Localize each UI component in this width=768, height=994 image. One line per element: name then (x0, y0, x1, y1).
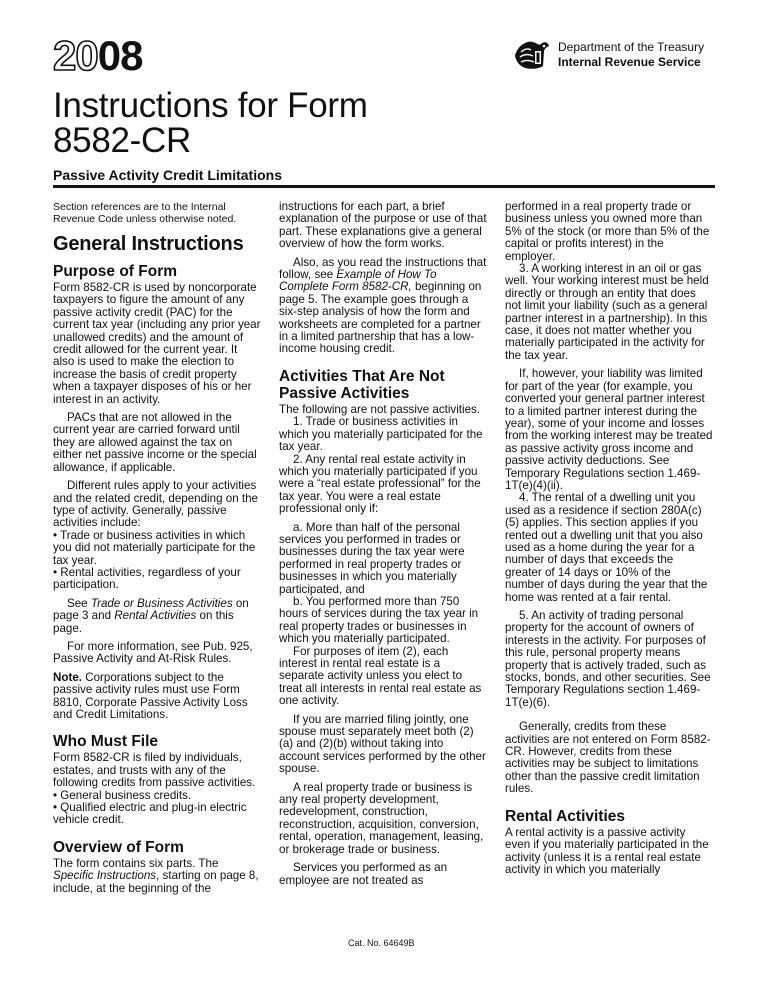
page-title (53, 88, 368, 158)
link-example-how-to-complete[interactable]: Example of How To Complete Form 8582-CR, (279, 268, 437, 294)
married-filing-jointly: If you are married filing jointly, one spouse must separately meet both (2)(a) and (2)(b) without taking into account services performed by the other spouse. (279, 712, 486, 776)
section-references: Section references are to the Internal Revenue Code unless otherwise noted. (53, 201, 237, 225)
see-reference (53, 598, 261, 635)
title-line-1: Instructions for Form (53, 86, 368, 125)
catalog-number: Cat. No. 64649B (348, 938, 415, 948)
dept-line-treasury: Department of the Treasury (558, 40, 705, 54)
bullet-rental-activities: • Rental activities, regardless of your participation. (53, 567, 261, 592)
heading-who-must-file: Who Must File (53, 733, 159, 751)
heading-overview-of-form: Overview of Form (53, 838, 184, 856)
form-subtitle: Passive Activity Credit Limitations (53, 167, 282, 183)
bullet-general-business-credits: • General business credits. (53, 790, 261, 802)
item-3-working-interest: 3. A working interest in an oil or gas well. Your working interest must be held directly or through an entity that does not limit your liability (such as a general partner interest in a partnership). In this case, it does not matter whether you materially participated in the activity for the tax year. (505, 262, 709, 362)
heading-activities-not-passive: Activities That Are Not Passive Activities (279, 367, 445, 402)
year-outline-digits: 20 (53, 32, 98, 79)
item-4-dwelling-unit: 4. The rental of a dwelling unit you used as a residence if section 280A(c)(5) applies. This section applies if you rented out a dwelling unit that you also used as a home during the year for a number of days that exceeds the greater of 14 days or 10% of the number of days during the year that the home was rented at a fair rental. (505, 491, 708, 604)
purpose-paragraph-3: Different rules apply to your activities and the related credit, depending on the type of activity. Generally, passive activities include: (53, 479, 258, 530)
header-divider (53, 185, 715, 188)
heading-general-instructions: General Instructions (53, 233, 244, 255)
column-1 (53, 201, 261, 895)
rental-activities-paragraph: A rental activity is a passive activity even if you materially participated in the activity (unless it is a rental real estate activity in which you materially (505, 825, 709, 876)
purpose-paragraph-2: PACs that are not allowed in the current year are carried forward until they are allowed against the tax on either net passive income or the special allowance, if applicable. (53, 411, 257, 474)
note-paragraph (53, 672, 261, 722)
purpose-paragraph-1: Form 8582-CR is used by noncorporate taxpayers to figure the amount of any passive activity credit (PAC) for the current tax year (including any prior year unallowed credits) and the amount of credit allowed for the current year. It also is used to make the election to increase the basis of credit property when a taxpayer disposes of his or her interest in an activity. (53, 281, 261, 406)
see-text-3: on this page. (53, 609, 234, 635)
example-text-2: beginning on page 5. The example goes through a six-step analysis of how the form and worksheets are completed for a partner in a limited partnership that has a low-income housing credit. (279, 280, 482, 356)
item-2b-750-hours: b. You performed more than 750 hours of services during the tax year in real property trades or businesses in which you materially participated. (279, 594, 479, 646)
note-text: Corporations subject to the passive activity rules must use Form 8810, Corporate Passive Activity Loss and Credit Limitations. (53, 670, 248, 721)
more-information: For more information, see Pub. 925, Passive Activity and At-Risk Rules. (53, 639, 253, 666)
overview-continued: instructions for each part, a brief explanation of the purpose or use of that part. These explanations give a general overview of how the form works. (279, 200, 487, 251)
item-2-rental-real-estate: 2. Any rental real estate activity in which you materially participated if you were a “real estate professional” for the tax year. You were a real estate professional only if: (279, 452, 481, 516)
see-text-2: on page 3 and (53, 596, 249, 623)
who-paragraph: Form 8582-CR is filed by individuals, estates, and trusts with any of the following credits from passive activities. (53, 751, 256, 790)
item-5-trading-property: 5. An activity of trading personal property for the account of owners of interests in the activity. For purposes of this rule, personal property means property that is actively traded, such as stocks, bonds, and other securities. See Temporary Regulations section 1.469-1T(e)(6). (505, 609, 711, 709)
note-label: Note. (53, 670, 82, 684)
see-text-1: See (67, 596, 91, 610)
overview-text-2: , starting on page 8, include, at the beginning of the (53, 869, 259, 895)
employee-services: Services you performed as an employee are not treated as (279, 861, 448, 887)
title-line-2: 8582-CR (53, 121, 191, 160)
column-2 (279, 201, 487, 887)
year-bold-digits: 08 (97, 32, 143, 79)
overview-text-1: The form contains six parts. The (53, 856, 219, 870)
item-2a-personal-services: a. More than half of the personal services you performed in trades or businesses during the tax year were performed in real property trades or businesses in which you materially participated, and (279, 520, 465, 596)
link-trade-business-activities[interactable]: Trade or Business Activities (90, 596, 233, 610)
limited-liability-paragraph: If, however, your liability was limited for part of the year (for example, you converted your general partner interest to a limited partner interest during the year), some of your income and losses from the working interest may be treated as passive activity gross income and passive activity deductions. See Temporary Regulations section 1.469-1T(e)(4)(ii). (505, 367, 713, 492)
example-text-1: Also, as you read the instructions that follow, see (279, 255, 487, 282)
activities-intro: The following are not passive activities. (279, 402, 481, 416)
bullet-electric-vehicle-credit: • Qualified electric and plug-in electric vehicle credit. (53, 802, 261, 827)
department-label (558, 40, 704, 70)
irs-eagle-logo-icon (511, 38, 551, 72)
form-year (53, 32, 143, 79)
item-1-trade-business: 1. Trade or business activities in which you materially participated for the tax year. (279, 415, 483, 454)
real-property-definition: A real property trade or business is any real property development, redevelopment, construction, reconstruction, acquisition, conversion, rental, operation, management, leasing, or brokerage trade or business. (279, 780, 484, 856)
dept-line-irs: Internal Revenue Service (558, 55, 701, 69)
credits-not-entered: Generally, credits from these activities are not entered on Form 8582-CR. However, credits from these activities may be subject to limitations other than the passive credit limitation rules. (505, 720, 711, 796)
overview-paragraph (53, 858, 261, 895)
item-2-purposes: For purposes of item (2), each interest in rental real estate is a separate activity unless you elect to treat all interests in rental real estate as one activity. (279, 644, 482, 708)
example-reference (279, 257, 487, 356)
column-3 (505, 201, 713, 876)
heading-rental-activities: Rental Activities (505, 807, 626, 825)
bullet-trade-business: • Trade or business activities in which you did not materially participate for the tax year. (53, 530, 261, 567)
link-specific-instructions[interactable]: Specific Instructions (53, 869, 157, 883)
heading-purpose-of-form: Purpose of Form (53, 263, 178, 280)
link-rental-activities[interactable]: Rental Activities (114, 609, 197, 623)
employee-services-continued: performed in a real property trade or business unless you owned more than 5% of the stock (or more than 5% of the capital or profits interest) in the employer. (505, 200, 710, 263)
